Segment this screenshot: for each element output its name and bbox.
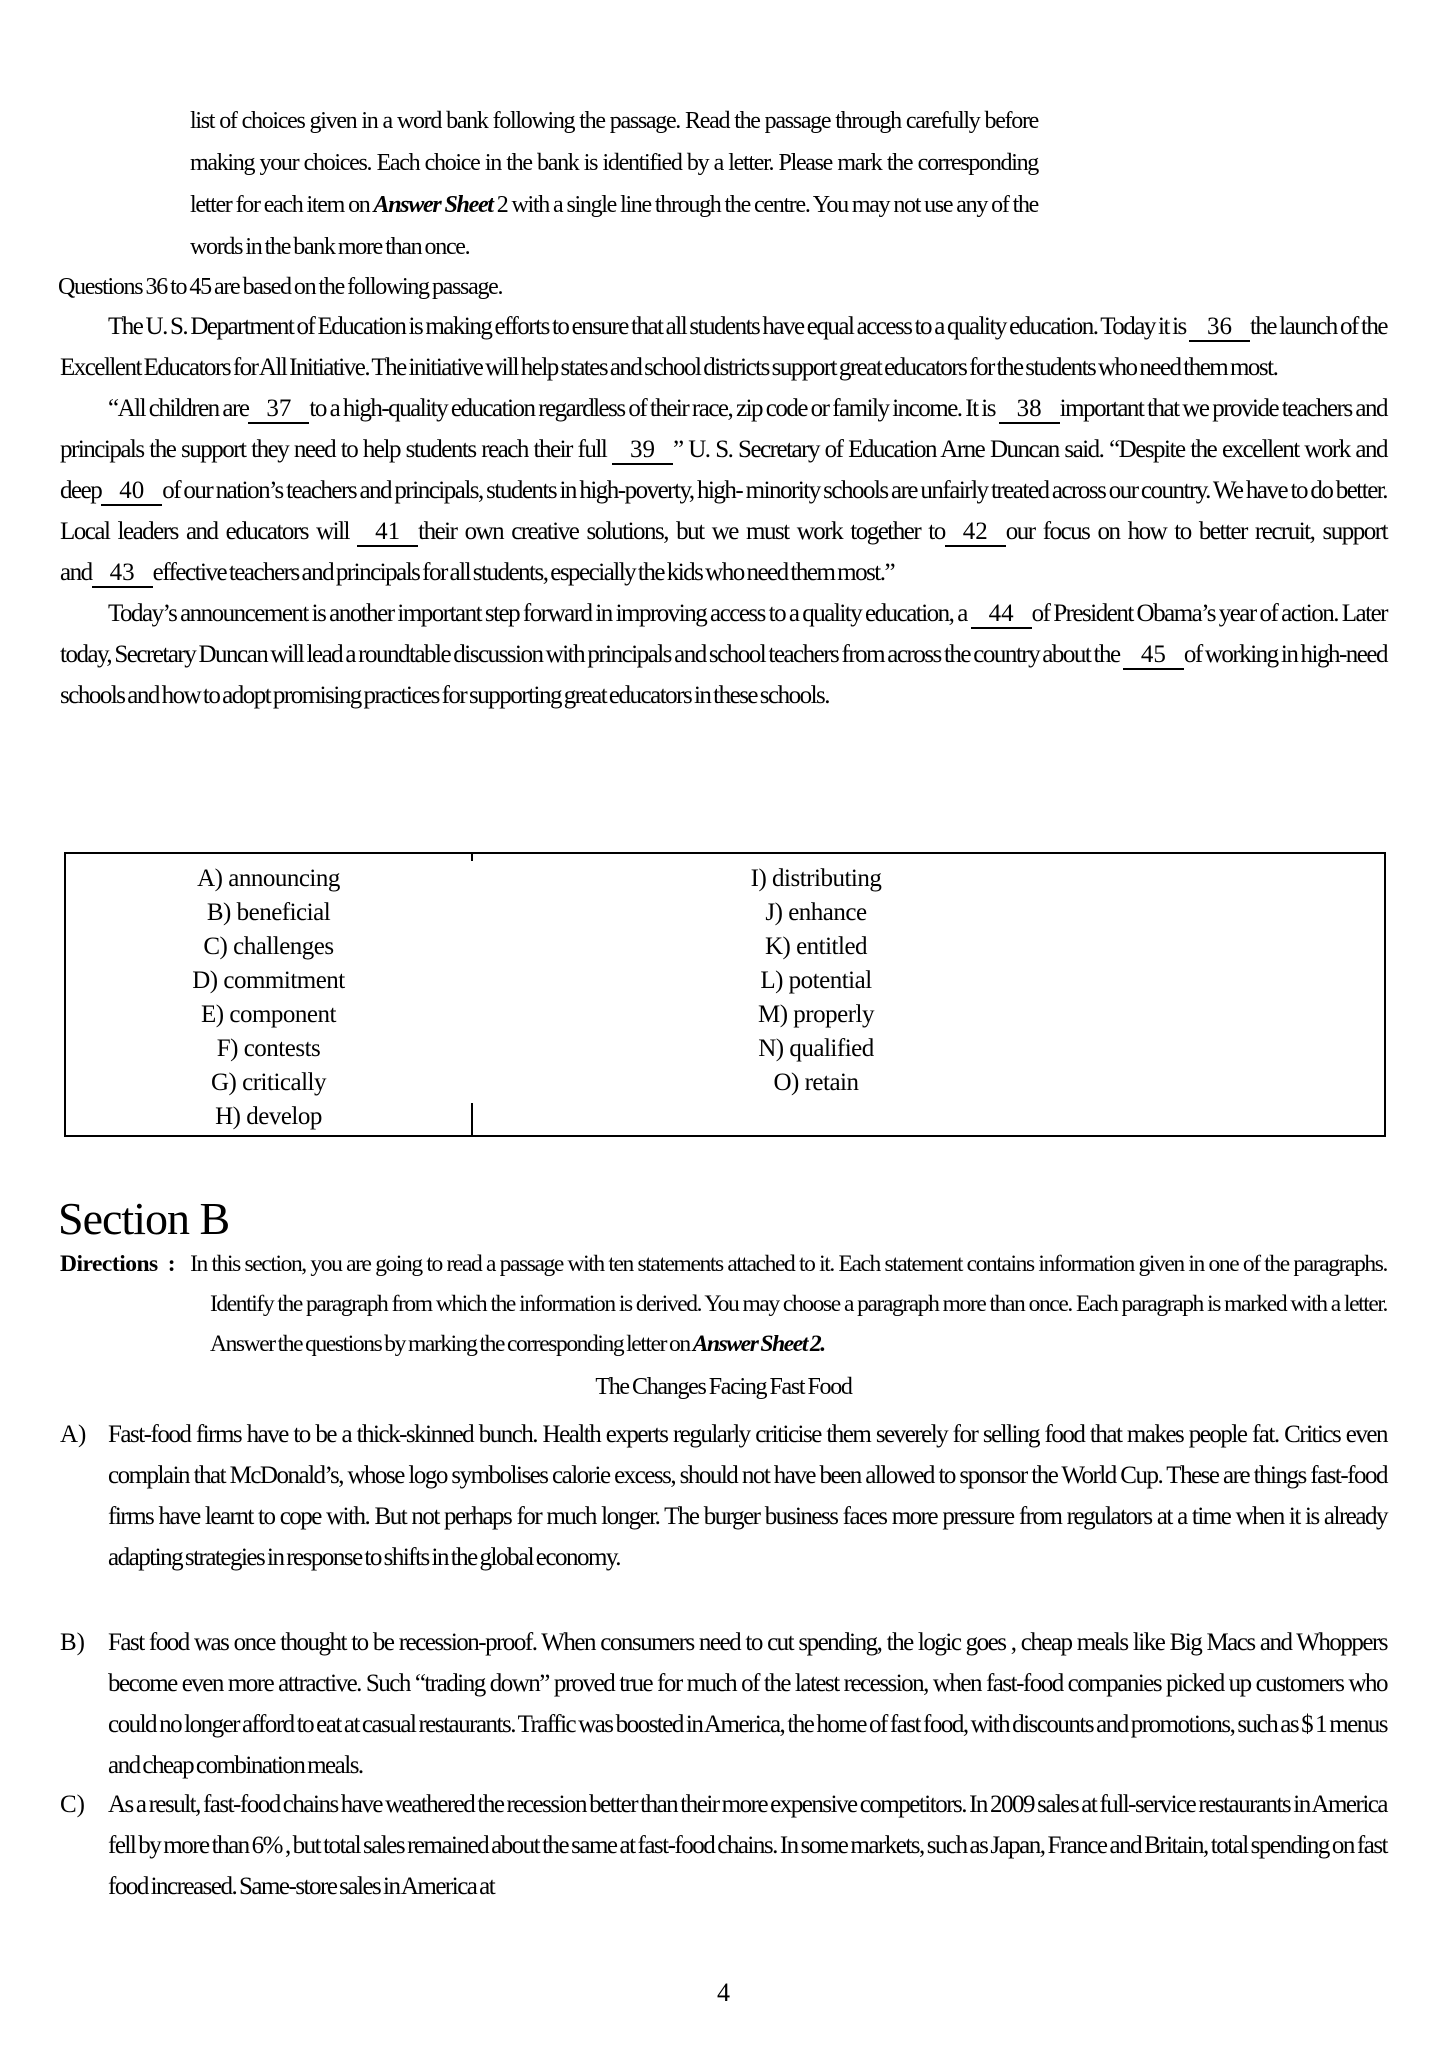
questions-note: Questions 36 to 45 are based on the following passage.: [58, 274, 503, 300]
text-segment: to a high-quality education regardless of their race, zip code or family income. It is: [309, 395, 999, 422]
word-bank-item: L) potential: [760, 967, 872, 994]
fill-blank-41: 41: [357, 518, 418, 547]
page-number: 4: [717, 1978, 730, 2007]
word-bank-item: I) distributing: [750, 865, 882, 892]
paragraph-text: Fast food was once thought to be recession-proof. When consumers need to cut spending, the logic goes , cheap meals like Big Macs and Whoppers become even more attractive. Such “trading down” proved true for much of the latest recession, when fast-food companies picked up customers who could no longer afford to eat at casual restaurants. Traffic was boosted in America, the home of fast food, with discounts and promotions, such as $ 1 menus and cheap combination meals.: [108, 1629, 1387, 1779]
word-bank-item: F) contests: [216, 1035, 321, 1062]
text-segment: our focus on how to better recruit, support and: [60, 518, 1388, 586]
text-segment: Answer Sheet 2.: [692, 1331, 825, 1357]
directions-text: [190, 1251, 1387, 1357]
paragraph-a: [60, 1414, 1387, 1578]
text-segment: important that we provide teachers and principals the support they need to help students reach their full: [60, 395, 1387, 463]
text-segment: Answer Sheet: [373, 192, 493, 218]
word-bank-item: G) critically: [211, 1069, 326, 1096]
paragraph-c: [60, 1784, 1387, 1907]
fill-blank-37: 37: [248, 395, 309, 424]
paragraph-letter: C): [60, 1791, 85, 1818]
text-segment: of working in high-need schools and how to adopt promising practices for supporting great educators in these schools.: [60, 641, 1387, 709]
passage-paragraph-1: [60, 306, 1387, 388]
text-segment: of our nation’s teachers and principals, students in high-poverty, high- minority schools are unfairly treated across our country. We have to do better. Local leaders and educators will: [60, 477, 1387, 545]
word-bank-item: N) qualified: [758, 1035, 874, 1062]
word-bank-item: E) component: [201, 1001, 336, 1028]
fill-blank-43: 43: [92, 559, 153, 588]
word-bank-box: [64, 852, 1386, 1137]
directions-colon: :: [167, 1251, 175, 1277]
fill-blank-42: 42: [945, 518, 1006, 547]
word-bank-column-divider-bottom: [471, 1103, 473, 1135]
paragraph-text: Fast-food firms have to be a thick-skinned bunch. Health experts regularly criticise them severely for selling food that makes people fat. Critics even complain that McDonald’s, whose logo symbolises calorie excess, should not have been allowed to sponsor the World Cup. These are things fast-food firms have learnt to cope with. But not perhaps for much longer. The burger business faces more pressure from regulators at a time when it is already adapting strategies in response to shifts in the global economy.: [108, 1421, 1387, 1571]
word-bank-item: K) entitled: [764, 933, 868, 960]
text-segment: In this section, you are going to read a passage with ten statements attached to it. Each statement contains information given in one of the paragraphs. Identify the paragraph from which the information is derived. You may choose a paragraph more than once. Each paragraph is marked with a letter. Answer the questions by marking the corresponding letter on: [190, 1251, 1387, 1357]
fill-blank-44: 44: [971, 600, 1032, 629]
directions-paragraph: [60, 1244, 1387, 1364]
fill-blank-36: 36: [1189, 313, 1250, 342]
word-bank-item: A) announcing: [197, 865, 340, 892]
fill-blank-38: 38: [999, 395, 1060, 424]
passage-title: The Changes Facing Fast Food: [595, 1374, 852, 1400]
passage-paragraph-2: [60, 388, 1387, 593]
text-segment: The U. S. Department of Education is making efforts to ensure that all students have equal access to a quality education. Today it is: [108, 313, 1189, 340]
paragraph-letter: A): [60, 1421, 87, 1448]
word-bank-item: J) enhance: [765, 899, 867, 926]
text-segment: the launch of the Excellent Educators for All Initiative. The initiative will help states and school districts support great educators for the students who need them most.: [60, 313, 1387, 381]
text-segment: effective teachers and principals for all students, especially the kids who need them most.”: [152, 559, 895, 586]
word-bank-item: B) beneficial: [206, 899, 331, 926]
fill-blank-39: 39: [612, 436, 673, 465]
text-segment: of President Obama’s year of action. Later today, Secretary Duncan will lead a roundtable discussion with principals and school teachers from across the country about the: [60, 600, 1387, 668]
text-segment: list of choices given in a word bank following the passage. Read the passage through carefully before making your choices. Each choice in the bank is identified by a letter. Please mark the corresponding letter for each item on: [190, 108, 1038, 218]
fill-blank-40: 40: [101, 477, 162, 506]
paragraph-letter: B): [60, 1629, 85, 1656]
intro-instructions: [190, 100, 1038, 268]
text-segment: Today’s announcement is another important step forward in improving access to a quality education, a: [108, 600, 971, 627]
directions-label: Directions: [60, 1251, 158, 1277]
word-bank-item: M) properly: [758, 1001, 874, 1028]
text-segment: their own creative solutions, but we must work together to: [418, 518, 945, 545]
word-bank-item: D) commitment: [192, 967, 345, 994]
fill-blank-45: 45: [1123, 641, 1184, 670]
text-segment: 2 with a single line through the centre. You may not use any of the words in the bank more than once.: [190, 192, 1039, 260]
paragraph-text: As a result, fast-food chains have weathered the recession better than their more expensive competitors. In 2009 sales at full-service restaurants in America fell by more than 6% , but total sales remained about the same at fast-food chains. In some markets, such as Japan, France and Britain, total spending on fast food increased. Same-store sales in America at: [108, 1791, 1387, 1900]
word-bank-item: O) retain: [773, 1069, 859, 1096]
paragraph-b: [60, 1622, 1387, 1786]
text-segment: “All children are: [108, 395, 249, 422]
word-bank-right-column: [471, 862, 1161, 1100]
text-segment: ” U. S. Secretary of Education Arne Duncan said. “Despite the excellent work and deep: [60, 436, 1388, 504]
word-bank-column-divider-top: [471, 854, 473, 861]
section-b-heading: Section B: [58, 1193, 230, 1244]
passage-paragraph-3: [60, 593, 1387, 716]
word-bank-left-column: [66, 862, 471, 1134]
word-fill-passage: [60, 306, 1387, 716]
word-bank-item: H) develop: [215, 1103, 322, 1130]
word-bank-item: C) challenges: [203, 933, 334, 960]
